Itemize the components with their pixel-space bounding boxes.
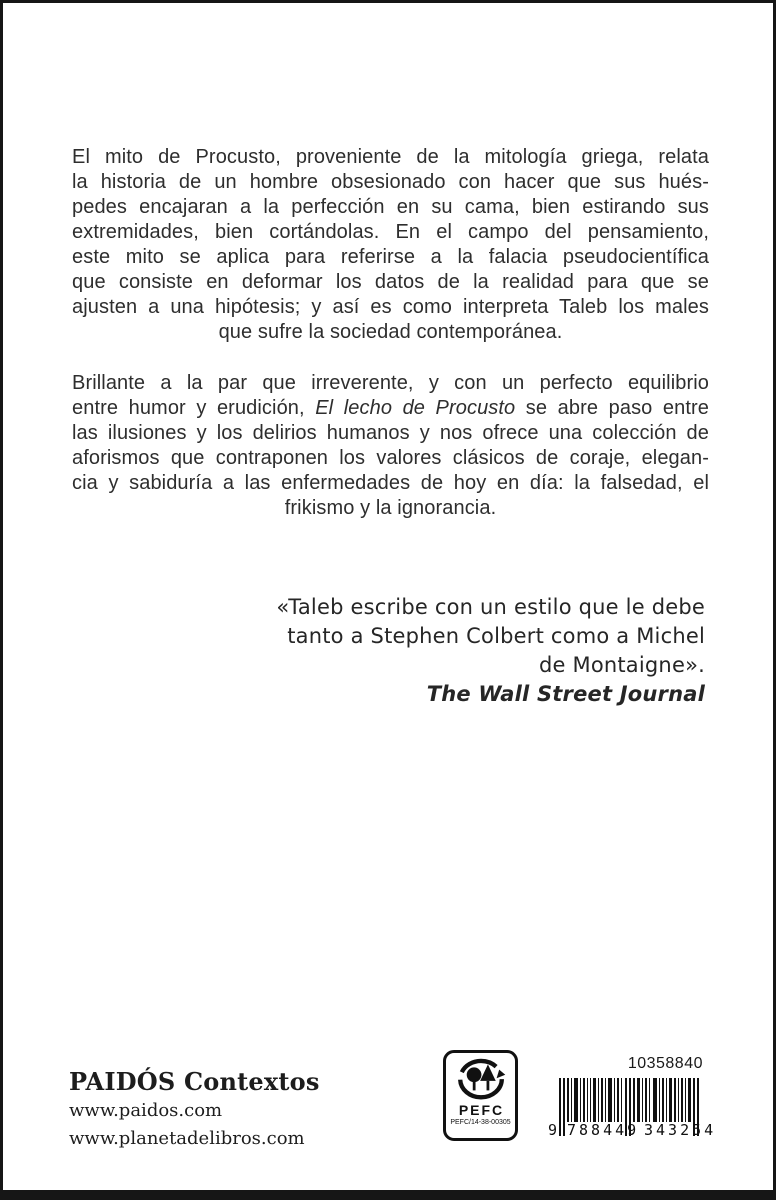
body-line-last: frikismo y la ignorancia.: [284, 497, 497, 519]
barcode-digits: [548, 1121, 717, 1139]
pefc-certification-label: [443, 1050, 518, 1141]
quote-line: «Taleb escribe con un estilo que le debe: [276, 595, 705, 619]
body-line: Brillante a la par que irreverente, y con un perfecto equilibrio: [72, 372, 709, 394]
publisher-block: [69, 1067, 320, 1153]
body-line: cia y sabiduría a las enfermedades de hoy en día: la falsedad, el: [72, 472, 709, 494]
imprint-url-paidos: www.paidos.com: [69, 1100, 223, 1121]
body-line: ajusten a una hipótesis; y así es como interpreta Taleb los males: [72, 296, 709, 318]
bottom-black-strip: [3, 1190, 773, 1197]
body-line: este mito se aplica para referirse a la falacia pseudocientífica: [72, 246, 709, 268]
body-line: El mito de Procusto, proveniente de la mitología griega, relata: [72, 146, 709, 168]
body-line: las ilusiones y los delirios humanos y nos ofrece una colección de: [72, 422, 709, 444]
quote-attribution: The Wall Street Journal: [426, 682, 705, 706]
pefc-certificate-code: PEFC/14-38-00305: [450, 1119, 511, 1126]
body-line-with-title: [72, 396, 709, 421]
body-line: pedes encajaran a la perfección en su cama, bien estirando sus: [72, 196, 709, 218]
body-line-last: que sufre la sociedad contemporánea.: [218, 321, 563, 343]
barcode-block: [548, 1055, 717, 1145]
body-line: la historia de un hombre obsesionado con hacer que sus hués-: [72, 171, 709, 193]
body-text-segment: entre humor y erudición,: [72, 397, 316, 419]
body-line: que consiste en deformar los datos de la realidad para que se: [72, 271, 709, 293]
ean-left-digits: 788449: [567, 1121, 640, 1139]
body-line: aforismos que contraponen los valores clásicos de coraje, elegan-: [72, 447, 709, 469]
barcode-product-code: 10358840: [627, 1055, 703, 1072]
imprint-name: PAIDÓS Contextos: [69, 1067, 320, 1096]
pefc-label: PEFC: [458, 1102, 505, 1118]
synopsis-paragraph-2: [72, 371, 709, 521]
imprint-url-planetadelibros: www.planetadelibros.com: [69, 1128, 305, 1149]
press-quote: [225, 593, 705, 709]
body-text-segment: se abre paso entre: [515, 397, 710, 419]
body-line: extremidades, bien cortándolas. En el campo del pensamiento,: [72, 221, 709, 243]
ean-lead-digit: 9: [548, 1121, 558, 1139]
quote-line: tanto a Stephen Colbert como a Michel: [287, 624, 705, 648]
pefc-trees-icon: [455, 1057, 507, 1103]
ean-right-digits: 343254: [644, 1121, 717, 1139]
book-title-italic: El lecho de Procusto: [315, 397, 516, 419]
quote-line: de Montaigne».: [538, 653, 705, 677]
synopsis-paragraph-1: [72, 145, 709, 345]
